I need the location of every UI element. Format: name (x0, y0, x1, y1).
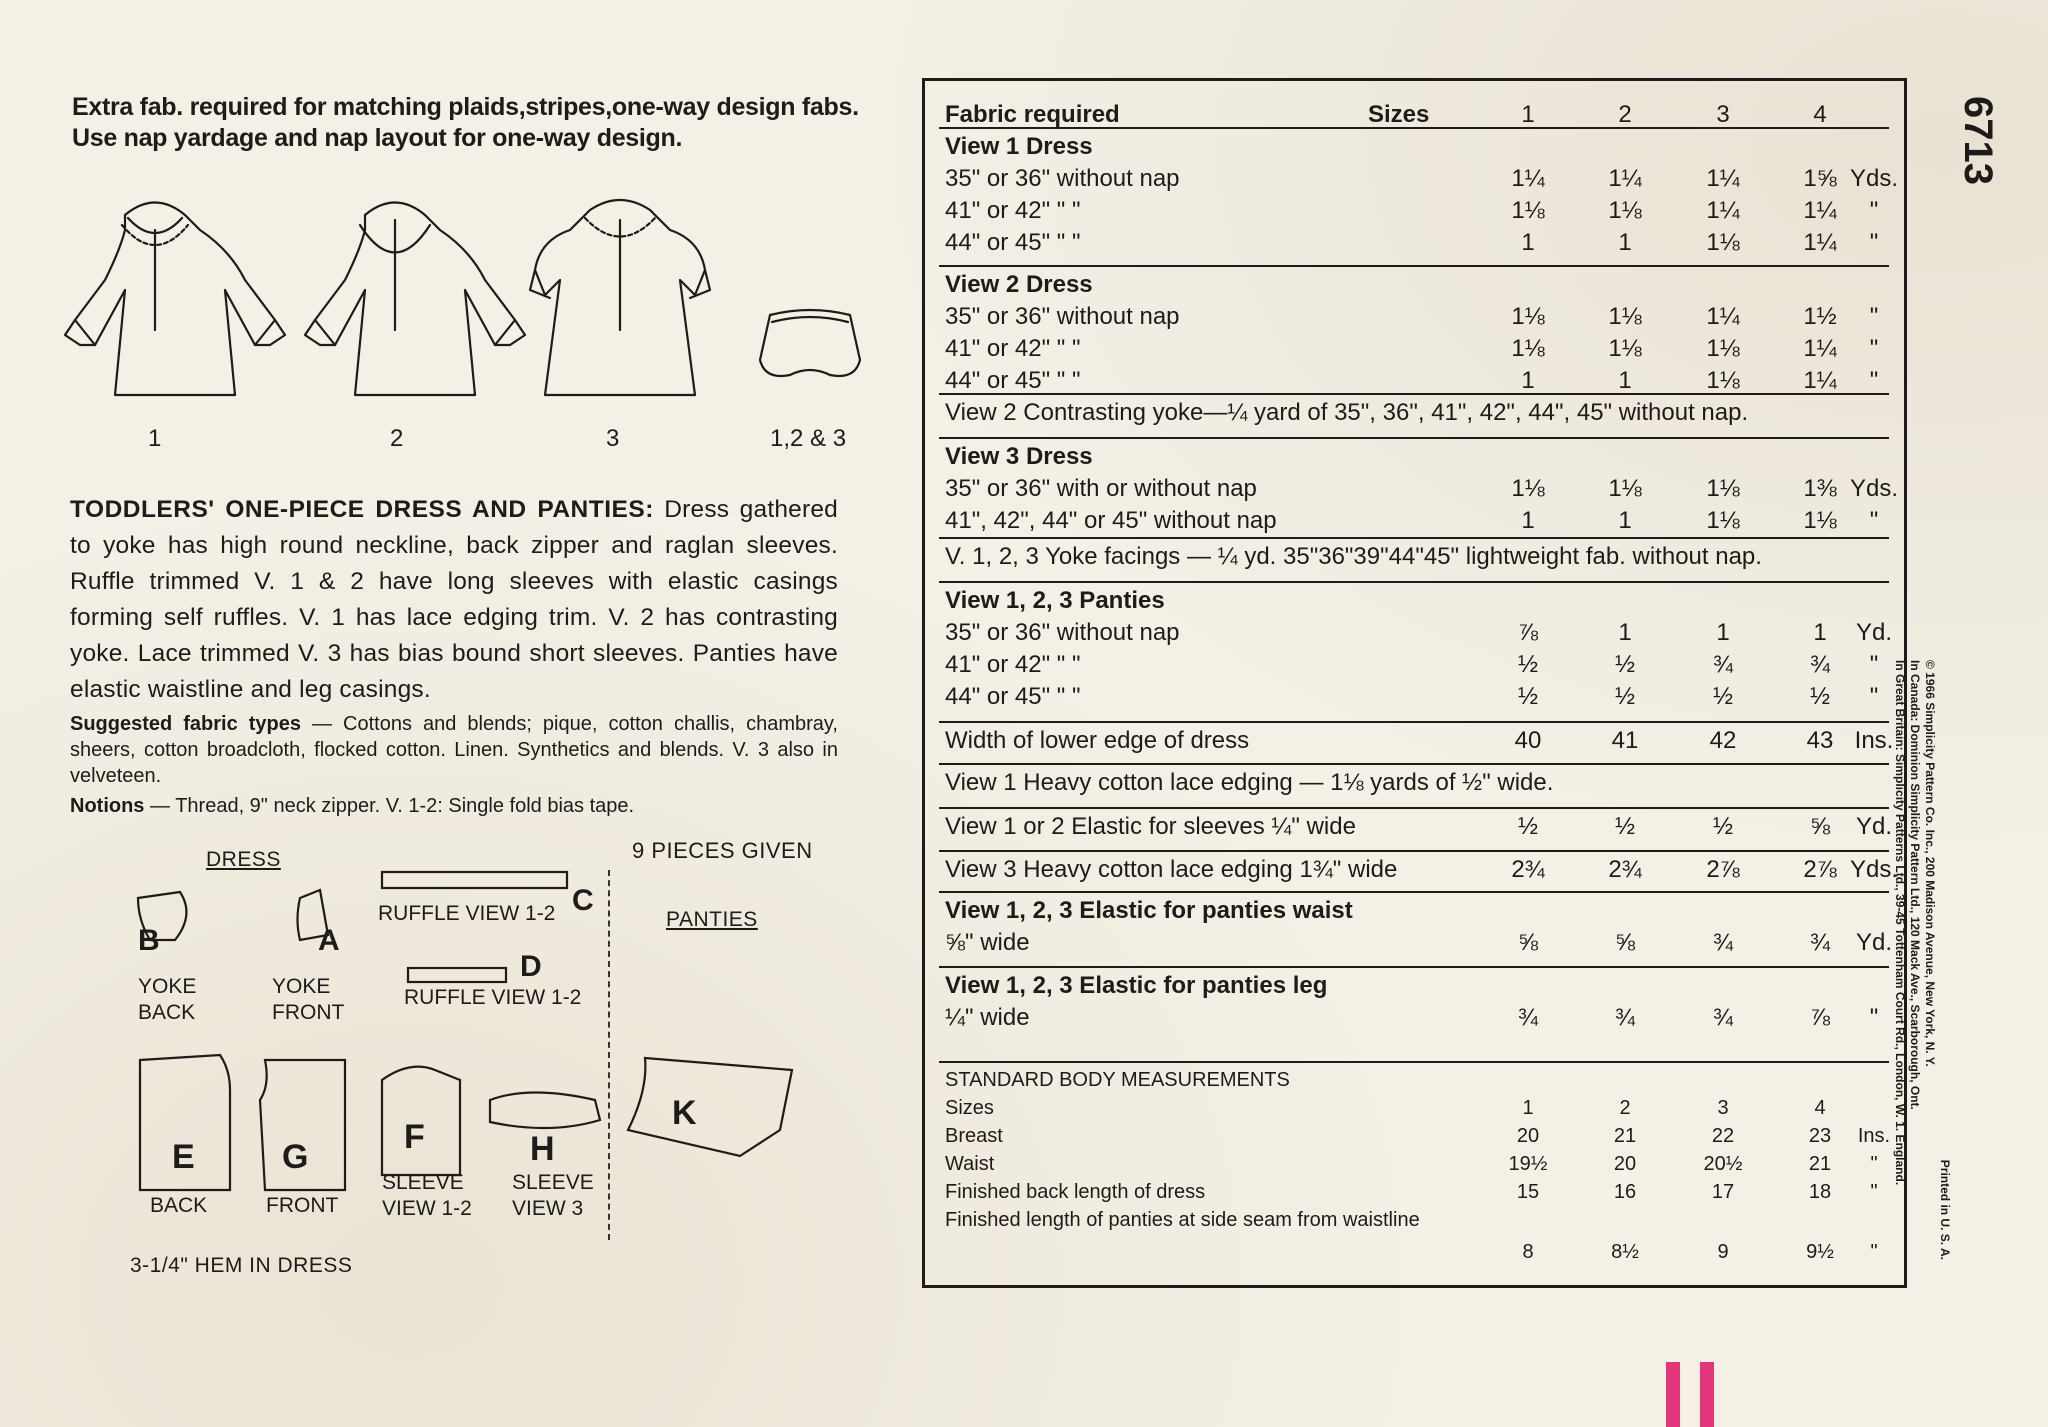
yardage-value-size-3: 1⅛ (1706, 229, 1740, 256)
yardage-value-size-3: ¾ (1712, 929, 1733, 956)
yardage-row-label: View 2 Contrasting yoke—¼ yard of 35", 36", 41", 42", 44", 45" without nap. (945, 399, 1749, 426)
table-rule (939, 966, 1889, 968)
measurement-value-size-3: 3 (1717, 1097, 1729, 1119)
yardage-value-size-1: 1⅛ (1511, 335, 1545, 362)
measurement-label: Finished back length of dress (945, 1181, 1206, 1203)
yardage-value-size-4: ⅞ (1809, 1004, 1830, 1031)
yardage-row-label: 41" or 42" " " (945, 197, 1081, 224)
piece-c-label: RUFFLE VIEW 1-2 (378, 902, 556, 925)
fabric-types (70, 711, 838, 789)
piece-b-label (138, 974, 196, 1026)
yardage-unit: " (1869, 367, 1879, 394)
yardage-unit: Yd. (1855, 929, 1893, 956)
measurement-value-size-1: 15 (1516, 1181, 1540, 1203)
yardage-value-size-3: 1¼ (1706, 303, 1740, 330)
piece-b-letter: B (138, 924, 160, 957)
yardage-value-size-3: 1⅛ (1706, 367, 1740, 394)
yardage-row-label: View 1 or 2 Elastic for sleeves ¼" wide (945, 813, 1356, 840)
measurement-value-size-3: 17 (1711, 1181, 1735, 1203)
table-rule (939, 891, 1889, 893)
yardage-value-size-2: 41 (1611, 727, 1639, 754)
yardage-value-size-2: 1¼ (1608, 165, 1642, 192)
yardage-value-size-1: ¾ (1517, 1004, 1538, 1031)
piece-a-letter: A (318, 924, 340, 957)
table-rule (939, 127, 1889, 129)
yardage-unit: " (1869, 507, 1879, 534)
notions-body: — Thread, 9" neck zipper. V. 1-2: Single fold bias tape. (150, 795, 635, 817)
piece-h-label-line-1: SLEEVE (512, 1171, 594, 1194)
yardage-unit: " (1869, 229, 1879, 256)
table-rule (939, 393, 1889, 395)
yardage-row-label: V. 1, 2, 3 Yoke facings — ¼ yd. 35"36"39"44"45" lightweight fab. without nap. (945, 543, 1762, 570)
yardage-value-size-2: ¾ (1614, 1004, 1635, 1031)
measurement-value-size-2: 20 (1613, 1153, 1637, 1175)
piece-a-label-line-2: FRONT (272, 1001, 345, 1024)
piece-h-label-line-2: VIEW 3 (512, 1197, 584, 1220)
yardage-row-label: View 1, 2, 3 Elastic for panties waist (945, 897, 1353, 924)
table-rule (939, 537, 1889, 539)
yardage-unit: " (1869, 303, 1879, 330)
yardage-value-size-3: 1⅛ (1706, 475, 1740, 502)
yardage-value-size-2: ½ (1614, 813, 1635, 840)
measurement-unit: Ins. (1857, 1125, 1891, 1147)
yardage-value-size-4: 1¼ (1803, 335, 1837, 362)
header-size-1: 1 (1521, 101, 1535, 128)
measurement-unit: " (1870, 1241, 1878, 1263)
piece-g-label: FRONT (266, 1194, 339, 1217)
panties-sketch (760, 310, 860, 376)
panties-pieces-heading: PANTIES (666, 908, 758, 931)
yardage-value-size-3: ¾ (1712, 651, 1733, 678)
publisher-line-3: In Canada: Dominion Simplicity Pattern Ltd., 120 Mack Ave., Scarborough, Ont. (1908, 660, 1922, 1110)
yardage-value-size-2: 1⅛ (1608, 335, 1642, 362)
yardage-value-size-2: 1 (1618, 367, 1632, 394)
piece-e-letter: E (172, 1138, 195, 1176)
yardage-value-size-2: 1 (1618, 507, 1632, 534)
measurement-value-size-1: 19½ (1508, 1153, 1548, 1175)
piece-f-label (382, 1170, 472, 1222)
yardage-value-size-4: ⅝ (1809, 813, 1830, 840)
yardage-row-label: ⅝" wide (945, 929, 1030, 956)
yardage-row-label: View 1 Heavy cotton lace edging — 1⅛ yards of ½" wide. (945, 769, 1554, 796)
yardage-value-size-3: 1¼ (1706, 197, 1740, 224)
registration-mark-left (1666, 1362, 1680, 1427)
yardage-row-label: View 3 Heavy cotton lace edging 1¾" wide (945, 856, 1398, 883)
measurement-value-size-3: 9 (1717, 1241, 1729, 1263)
yardage-value-size-1: 1 (1521, 367, 1535, 394)
piece-b-label-line-1: YOKE (138, 975, 197, 998)
yardage-row-label: 41" or 42" " " (945, 335, 1081, 362)
description-body: Dress gathered to yoke has high round neckline, back zipper and raglan sleeves. Ruffle trimmed V. 1 & 2 have long sleeves with elastic casings forming self ruffles. V. 1 has lace edging trim. V. 2 has contrasting yoke. Lace trimmed V. 3 has bias bound short sleeves. Panties have elastic waistline and leg casings. (70, 496, 838, 703)
header-sizes: Sizes (1368, 101, 1430, 128)
yardage-unit: " (1869, 1004, 1879, 1031)
yardage-unit: " (1869, 197, 1879, 224)
yardage-value-size-4: 43 (1806, 727, 1834, 754)
pattern-number: 6713 (1956, 96, 2000, 185)
yardage-value-size-2: ½ (1614, 651, 1635, 678)
piece-f-letter: F (404, 1118, 425, 1156)
measurement-value-size-1: 8 (1522, 1241, 1534, 1263)
yardage-value-size-3: ½ (1712, 683, 1733, 710)
measurement-unit: " (1870, 1153, 1878, 1175)
piece-b-label-line-2: BACK (138, 1001, 196, 1024)
view-2-label: 2 (390, 425, 404, 452)
publisher-info (1892, 660, 1952, 1260)
measurement-label: Breast (945, 1125, 1003, 1147)
yardage-value-size-4: 1½ (1803, 303, 1837, 330)
yardage-value-size-3: 1⅛ (1706, 507, 1740, 534)
yardage-row-label: View 2 Dress (945, 271, 1093, 298)
yardage-value-size-2: 1 (1618, 229, 1632, 256)
yardage-value-size-3: ¾ (1712, 1004, 1733, 1031)
pieces-count: 9 PIECES GIVEN (632, 838, 813, 863)
registration-mark-right (1700, 1362, 1714, 1427)
fabric-types-body: — Cottons and blends; pique, cotton challis, chambray, sheers, cotton broadcloth, flocked cotton. Linen. Synthetics and blends. V. 3 also in velveteen. (70, 713, 838, 787)
yardage-value-size-4: ¾ (1809, 651, 1830, 678)
yardage-row-label: 44" or 45" " " (945, 367, 1081, 394)
header-fabric-required: Fabric required (945, 101, 1120, 128)
yardage-value-size-3: 1¼ (1706, 165, 1740, 192)
publisher-line-1: Printed in U. S. A. (1938, 1159, 1952, 1260)
measurement-value-size-4: 21 (1808, 1153, 1832, 1175)
yardage-value-size-2: 1⅛ (1608, 475, 1642, 502)
yardage-value-size-2: 2¾ (1608, 856, 1642, 883)
table-rule (939, 265, 1889, 267)
yardage-value-size-4: 1⅜ (1803, 475, 1837, 502)
yardage-row-label: View 1 Dress (945, 133, 1093, 160)
yardage-value-size-1: 1 (1521, 507, 1535, 534)
table-rule (939, 437, 1889, 439)
yardage-unit: Ins. (1854, 727, 1894, 754)
yardage-value-size-1: ⅝ (1517, 929, 1538, 956)
table-rule (939, 581, 1889, 583)
yardage-value-size-1: 1¼ (1511, 165, 1545, 192)
table-rule (939, 807, 1889, 809)
yardage-unit: Yd. (1855, 813, 1893, 840)
yardage-value-size-4: 1¼ (1803, 197, 1837, 224)
header-size-2: 2 (1618, 101, 1632, 128)
nap-note (72, 92, 872, 154)
yardage-value-size-4: 1⅝ (1803, 165, 1837, 192)
yardage-value-size-4: 1⅛ (1803, 507, 1837, 534)
yardage-row-label: View 1, 2, 3 Panties (945, 587, 1165, 614)
yardage-unit: Yds. (1849, 856, 1899, 883)
piece-c-letter: C (572, 884, 594, 917)
yardage-value-size-1: ½ (1517, 683, 1538, 710)
yardage-value-size-3: 1 (1716, 619, 1730, 646)
yardage-row-label: 35" or 36" without nap (945, 165, 1180, 192)
measurement-value-size-4: 23 (1808, 1125, 1832, 1147)
yardage-value-size-4: ¾ (1809, 929, 1830, 956)
view-3-dress-sketch (530, 200, 710, 395)
yardage-unit: " (1869, 335, 1879, 362)
yardage-unit: " (1869, 683, 1879, 710)
measurement-label: Finished length of panties at side seam from waistline (945, 1209, 1420, 1231)
yardage-row-label: 44" or 45" " " (945, 683, 1081, 710)
piece-f-label-line-2: VIEW 1-2 (382, 1197, 472, 1220)
views-all-label: 1,2 & 3 (770, 425, 847, 452)
yardage-value-size-3: 42 (1709, 727, 1737, 754)
yardage-value-size-1: 2¾ (1511, 856, 1545, 883)
piece-a-label (272, 974, 344, 1026)
notions-heading: Notions (70, 795, 145, 817)
yardage-row-label: 44" or 45" " " (945, 229, 1081, 256)
measurement-value-size-2: 16 (1613, 1181, 1637, 1203)
yardage-unit: " (1869, 651, 1879, 678)
yardage-value-size-2: 1 (1618, 619, 1632, 646)
yardage-row-label: 41" or 42" " " (945, 651, 1081, 678)
yardage-value-size-1: 1 (1521, 229, 1535, 256)
yardage-value-size-1: 1⅛ (1511, 475, 1545, 502)
piece-k-letter: K (672, 1094, 697, 1132)
yardage-row-label: View 3 Dress (945, 443, 1093, 470)
piece-h-outline (490, 1093, 600, 1129)
description-heading: TODDLERS' ONE-PIECE DRESS AND PANTIES: (70, 496, 654, 523)
yardage-row-label: 35" or 36" without nap (945, 619, 1180, 646)
measurement-value-size-4: 9½ (1806, 1241, 1834, 1263)
yardage-row-label: Width of lower edge of dress (945, 727, 1250, 754)
publisher-line-4: In Great Britain: Simplicity Patterns Ltd., 39-45 Tottenham Court Rd., London, W. 1. England. (1893, 660, 1907, 1186)
yardage-row-label: ¼" wide (945, 1004, 1030, 1031)
yardage-value-size-4: 1¼ (1803, 229, 1837, 256)
measurement-value-size-4: 4 (1814, 1097, 1826, 1119)
yardage-table (922, 78, 1907, 1288)
yardage-value-size-4: 1¼ (1803, 367, 1837, 394)
table-rule (939, 721, 1889, 723)
measurement-label: Waist (945, 1153, 995, 1175)
fabric-types-heading: Suggested fabric types (70, 713, 301, 735)
measurement-unit: " (1870, 1181, 1878, 1203)
yardage-value-size-4: 1 (1813, 619, 1827, 646)
view-3-label: 3 (606, 425, 620, 452)
yardage-row-label: 35" or 36" with or without nap (945, 475, 1257, 502)
measurement-value-size-2: 2 (1619, 1097, 1631, 1119)
hem-note: 3-1/4" HEM IN DRESS (130, 1254, 353, 1277)
yardage-row-label: 41", 42", 44" or 45" without nap (945, 507, 1277, 534)
yardage-value-size-1: 40 (1514, 727, 1542, 754)
table-rule (939, 1061, 1889, 1063)
header-size-4: 4 (1813, 101, 1827, 128)
yardage-value-size-2: ⅝ (1614, 929, 1635, 956)
dress-pieces-heading: DRESS (206, 848, 281, 871)
yardage-value-size-2: 1⅛ (1608, 197, 1642, 224)
header-size-3: 3 (1716, 101, 1730, 128)
piece-a-label-line-1: YOKE (272, 975, 331, 998)
yardage-unit: Yds. (1849, 475, 1899, 502)
yardage-value-size-2: 1⅛ (1608, 303, 1642, 330)
view-2-dress-sketch (305, 203, 525, 396)
table-rule (939, 763, 1889, 765)
nap-note-line-2: Use nap yardage and nap layout for one-way design. (72, 124, 683, 152)
measurement-value-size-1: 1 (1522, 1097, 1534, 1119)
yardage-value-size-3: 2⅞ (1706, 856, 1740, 883)
measurements-heading: STANDARD BODY MEASUREMENTS (945, 1069, 1290, 1091)
yardage-unit: Yds. (1849, 165, 1899, 192)
yardage-unit: Yd. (1855, 619, 1893, 646)
piece-h-label (512, 1170, 594, 1222)
piece-d-outline (408, 968, 506, 982)
yardage-value-size-1: 1⅛ (1511, 197, 1545, 224)
piece-h-letter: H (530, 1130, 555, 1168)
yardage-row-label: View 1, 2, 3 Elastic for panties leg (945, 972, 1328, 999)
measurement-value-size-2: 8½ (1611, 1241, 1639, 1263)
measurement-value-size-3: 20½ (1703, 1153, 1743, 1175)
table-rule (939, 850, 1889, 852)
piece-d-label: RUFFLE VIEW 1-2 (404, 986, 582, 1009)
yardage-value-size-3: 1⅛ (1706, 335, 1740, 362)
measurement-value-size-2: 21 (1613, 1125, 1637, 1147)
piece-d-letter: D (520, 950, 542, 983)
view-sketches (30, 170, 870, 455)
piece-k-outline (628, 1058, 792, 1156)
yardage-value-size-1: ½ (1517, 651, 1538, 678)
nap-note-line-1: Extra fab. required for matching plaids,stripes,one-way design fabs. (72, 93, 859, 121)
yardage-value-size-2: ½ (1614, 683, 1635, 710)
yardage-row-label: 35" or 36" without nap (945, 303, 1180, 330)
pattern-description (70, 492, 838, 708)
view-1-label: 1 (148, 425, 162, 452)
piece-e-label: BACK (150, 1194, 208, 1217)
piece-c-outline (382, 872, 567, 888)
publisher-line-2: © 1966 Simplicity Pattern Co. Inc., 200 Madison Avenue, New York, N. Y. (1923, 660, 1937, 1067)
yardage-value-size-4: ½ (1809, 683, 1830, 710)
measurement-value-size-3: 22 (1711, 1125, 1735, 1147)
yardage-value-size-4: 2⅞ (1803, 856, 1837, 883)
view-1-dress-sketch (65, 203, 285, 396)
measurement-value-size-4: 18 (1808, 1181, 1832, 1203)
piece-g-letter: G (282, 1138, 309, 1176)
yardage-value-size-1: ⅞ (1517, 619, 1538, 646)
measurement-value-size-1: 20 (1516, 1125, 1540, 1147)
yardage-value-size-3: ½ (1712, 813, 1733, 840)
yardage-value-size-1: 1⅛ (1511, 303, 1545, 330)
notions (70, 793, 838, 819)
piece-f-label-line-1: SLEEVE (382, 1171, 464, 1194)
yardage-value-size-1: ½ (1517, 813, 1538, 840)
measurement-label: Sizes (945, 1097, 994, 1119)
